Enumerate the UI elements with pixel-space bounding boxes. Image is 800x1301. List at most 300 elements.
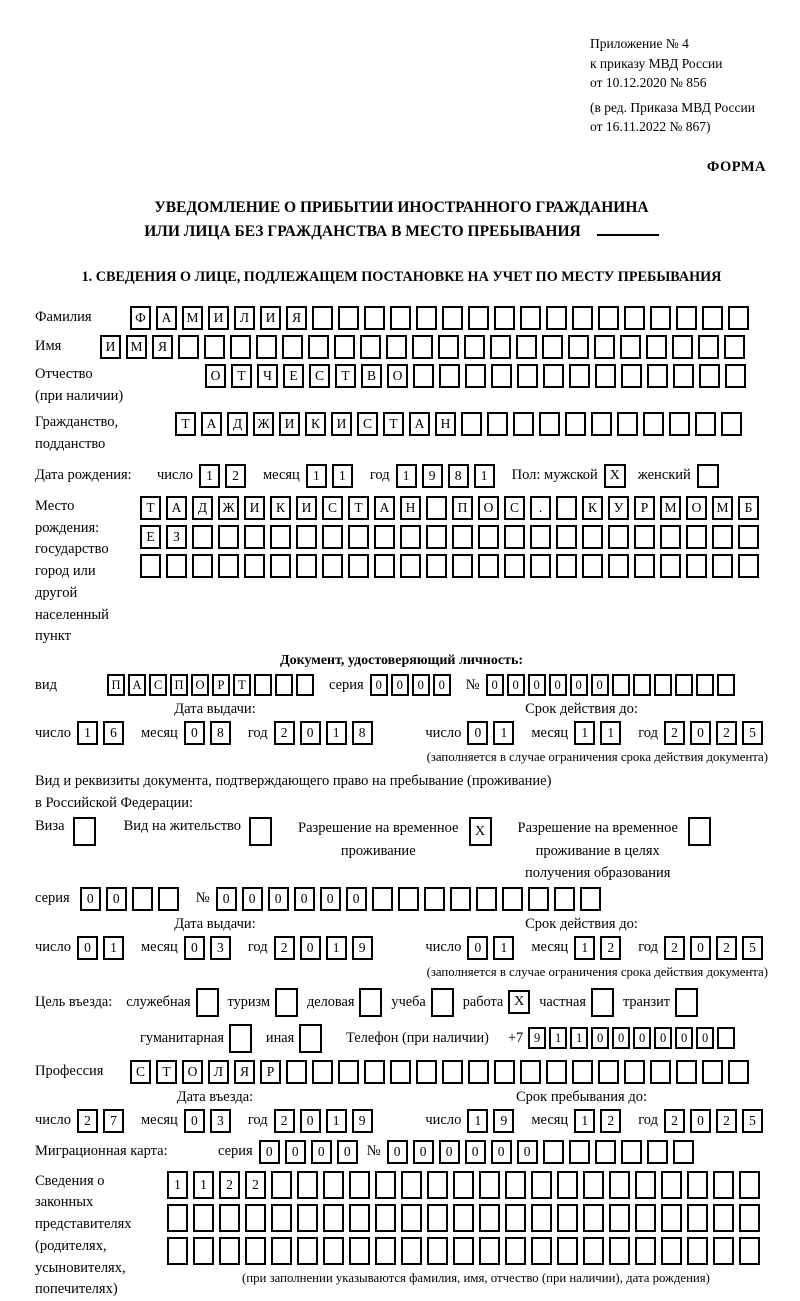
representatives-boxes-row3[interactable]	[167, 1237, 765, 1265]
char-box[interactable]: 5	[742, 1109, 763, 1133]
char-box[interactable]: Д	[192, 496, 213, 520]
char-box[interactable]	[647, 364, 668, 388]
char-box[interactable]	[338, 306, 359, 330]
char-box[interactable]: О	[478, 496, 499, 520]
char-box[interactable]	[286, 1060, 307, 1084]
char-box[interactable]: А	[156, 306, 177, 330]
char-box[interactable]	[132, 887, 153, 911]
char-box[interactable]: 0	[300, 721, 321, 745]
char-box[interactable]	[490, 335, 511, 359]
char-box[interactable]	[528, 887, 549, 911]
char-box[interactable]	[297, 1237, 318, 1265]
char-box[interactable]	[569, 364, 590, 388]
char-box[interactable]: 0	[184, 1109, 205, 1133]
char-box[interactable]: В	[361, 364, 382, 388]
char-box[interactable]	[416, 1060, 437, 1084]
char-box[interactable]	[494, 306, 515, 330]
char-box[interactable]	[702, 306, 723, 330]
doc-kind-boxes[interactable]	[107, 674, 317, 696]
char-box[interactable]	[724, 335, 745, 359]
char-box[interactable]: 1	[600, 721, 621, 745]
char-box[interactable]: К	[582, 496, 603, 520]
char-box[interactable]	[650, 306, 671, 330]
char-box[interactable]: 1	[77, 721, 98, 745]
sex-female-checkbox[interactable]	[697, 464, 719, 488]
char-box[interactable]	[739, 1237, 760, 1265]
char-box[interactable]	[617, 412, 638, 436]
char-box[interactable]: И	[260, 306, 281, 330]
char-box[interactable]: 2	[600, 1109, 621, 1133]
char-box[interactable]	[531, 1204, 552, 1232]
char-box[interactable]: З	[166, 525, 187, 549]
char-box[interactable]	[401, 1204, 422, 1232]
char-box[interactable]	[360, 335, 381, 359]
char-box[interactable]: П	[107, 674, 125, 696]
char-box[interactable]	[721, 412, 742, 436]
char-box[interactable]: А	[128, 674, 146, 696]
char-box[interactable]: 1	[193, 1171, 214, 1199]
char-box[interactable]: Н	[435, 412, 456, 436]
char-box[interactable]: 0	[433, 674, 451, 696]
char-box[interactable]: 0	[467, 721, 488, 745]
expiry-month-boxes[interactable]	[574, 936, 626, 960]
char-box[interactable]: А	[374, 496, 395, 520]
char-box[interactable]	[275, 674, 293, 696]
char-box[interactable]	[643, 412, 664, 436]
char-box[interactable]: 0	[80, 887, 101, 911]
char-box[interactable]	[738, 554, 759, 578]
purpose-private-checkbox[interactable]	[591, 988, 614, 1017]
char-box[interactable]: Т	[348, 496, 369, 520]
char-box[interactable]	[439, 364, 460, 388]
char-box[interactable]	[543, 364, 564, 388]
char-box[interactable]	[557, 1237, 578, 1265]
char-box[interactable]	[569, 1140, 590, 1164]
char-box[interactable]: 0	[77, 936, 98, 960]
char-box[interactable]	[546, 306, 567, 330]
char-box[interactable]: 0	[242, 887, 263, 911]
char-box[interactable]	[308, 335, 329, 359]
char-box[interactable]: И	[244, 496, 265, 520]
char-box[interactable]: С	[130, 1060, 151, 1084]
char-box[interactable]: 2	[245, 1171, 266, 1199]
char-box[interactable]: Ж	[218, 496, 239, 520]
char-box[interactable]: А	[166, 496, 187, 520]
char-box[interactable]	[256, 335, 277, 359]
birth-month-boxes[interactable]	[306, 464, 358, 488]
char-box[interactable]: 1	[326, 721, 347, 745]
char-box[interactable]: К	[270, 496, 291, 520]
char-box[interactable]: 0	[387, 1140, 408, 1164]
char-box[interactable]: 0	[106, 887, 127, 911]
expiry-day-boxes[interactable]	[467, 936, 519, 960]
char-box[interactable]: С	[322, 496, 343, 520]
char-box[interactable]: И	[208, 306, 229, 330]
char-box[interactable]: 0	[570, 674, 588, 696]
char-box[interactable]: 1	[493, 721, 514, 745]
char-box[interactable]: 0	[391, 674, 409, 696]
char-box[interactable]	[322, 525, 343, 549]
char-box[interactable]	[390, 1060, 411, 1084]
char-box[interactable]	[713, 1171, 734, 1199]
issue-day-boxes[interactable]	[77, 721, 129, 745]
char-box[interactable]	[270, 525, 291, 549]
char-box[interactable]: 1	[474, 464, 495, 488]
char-box[interactable]: 9	[422, 464, 443, 488]
char-box[interactable]	[595, 364, 616, 388]
char-box[interactable]	[412, 335, 433, 359]
char-box[interactable]	[468, 1060, 489, 1084]
char-box[interactable]	[609, 1237, 630, 1265]
char-box[interactable]: 0	[517, 1140, 538, 1164]
char-box[interactable]: 1	[467, 1109, 488, 1133]
char-box[interactable]: 2	[600, 936, 621, 960]
citizenship-boxes[interactable]	[175, 412, 747, 436]
char-box[interactable]	[476, 887, 497, 911]
char-box[interactable]: 0	[696, 1027, 714, 1049]
char-box[interactable]	[167, 1204, 188, 1232]
char-box[interactable]: М	[660, 496, 681, 520]
char-box[interactable]: 0	[549, 674, 567, 696]
char-box[interactable]	[296, 525, 317, 549]
char-box[interactable]: К	[305, 412, 326, 436]
char-box[interactable]	[374, 525, 395, 549]
char-box[interactable]	[193, 1237, 214, 1265]
char-box[interactable]	[620, 335, 641, 359]
char-box[interactable]: А	[201, 412, 222, 436]
char-box[interactable]	[453, 1237, 474, 1265]
char-box[interactable]: 0	[259, 1140, 280, 1164]
char-box[interactable]: 3	[210, 1109, 231, 1133]
char-box[interactable]	[400, 554, 421, 578]
char-box[interactable]	[479, 1237, 500, 1265]
birth-year-boxes[interactable]	[396, 464, 500, 488]
char-box[interactable]	[398, 887, 419, 911]
char-box[interactable]	[364, 306, 385, 330]
char-box[interactable]	[531, 1171, 552, 1199]
char-box[interactable]	[530, 525, 551, 549]
char-box[interactable]	[464, 335, 485, 359]
char-box[interactable]	[635, 1204, 656, 1232]
char-box[interactable]: 2	[225, 464, 246, 488]
char-box[interactable]	[712, 554, 733, 578]
char-box[interactable]	[427, 1171, 448, 1199]
char-box[interactable]	[582, 525, 603, 549]
char-box[interactable]: 0	[268, 887, 289, 911]
char-box[interactable]	[520, 1060, 541, 1084]
char-box[interactable]: 1	[570, 1027, 588, 1049]
char-box[interactable]	[271, 1171, 292, 1199]
char-box[interactable]	[349, 1237, 370, 1265]
char-box[interactable]: 8	[448, 464, 469, 488]
char-box[interactable]: 0	[690, 936, 711, 960]
migration-number-boxes[interactable]	[387, 1140, 699, 1164]
char-box[interactable]: Ф	[130, 306, 151, 330]
char-box[interactable]: Л	[208, 1060, 229, 1084]
expiry-year-boxes[interactable]	[664, 721, 768, 745]
char-box[interactable]: 0	[465, 1140, 486, 1164]
char-box[interactable]: 0	[690, 721, 711, 745]
char-box[interactable]: 1	[493, 936, 514, 960]
char-box[interactable]	[491, 364, 512, 388]
char-box[interactable]	[568, 335, 589, 359]
char-box[interactable]: Т	[335, 364, 356, 388]
char-box[interactable]: 0	[507, 674, 525, 696]
char-box[interactable]: 9	[493, 1109, 514, 1133]
char-box[interactable]: И	[331, 412, 352, 436]
entry-year-boxes[interactable]	[274, 1109, 378, 1133]
char-box[interactable]	[348, 554, 369, 578]
char-box[interactable]	[426, 554, 447, 578]
char-box[interactable]	[323, 1237, 344, 1265]
char-box[interactable]	[193, 1204, 214, 1232]
char-box[interactable]	[401, 1171, 422, 1199]
char-box[interactable]	[728, 306, 749, 330]
issue-month-boxes[interactable]	[184, 721, 236, 745]
visa-checkbox[interactable]	[73, 817, 96, 846]
char-box[interactable]	[557, 1204, 578, 1232]
stay-year-boxes[interactable]	[664, 1109, 768, 1133]
char-box[interactable]: О	[686, 496, 707, 520]
char-box[interactable]	[542, 335, 563, 359]
migration-series-boxes[interactable]	[259, 1140, 363, 1164]
char-box[interactable]	[624, 1060, 645, 1084]
char-box[interactable]	[687, 1237, 708, 1265]
char-box[interactable]	[543, 1140, 564, 1164]
char-box[interactable]	[546, 1060, 567, 1084]
char-box[interactable]: 1	[549, 1027, 567, 1049]
char-box[interactable]: 0	[612, 1027, 630, 1049]
char-box[interactable]: 2	[274, 721, 295, 745]
char-box[interactable]	[717, 1027, 735, 1049]
char-box[interactable]: С	[504, 496, 525, 520]
char-box[interactable]: 0	[346, 887, 367, 911]
expiry-year-boxes[interactable]	[664, 936, 768, 960]
char-box[interactable]: 9	[352, 936, 373, 960]
char-box[interactable]: 2	[664, 1109, 685, 1133]
char-box[interactable]: А	[409, 412, 430, 436]
char-box[interactable]	[390, 306, 411, 330]
char-box[interactable]: 5	[742, 721, 763, 745]
char-box[interactable]	[686, 554, 707, 578]
char-box[interactable]: Т	[231, 364, 252, 388]
char-box[interactable]: Т	[175, 412, 196, 436]
char-box[interactable]: 0	[285, 1140, 306, 1164]
char-box[interactable]: 5	[742, 936, 763, 960]
char-box[interactable]: Д	[227, 412, 248, 436]
char-box[interactable]	[349, 1204, 370, 1232]
char-box[interactable]	[401, 1237, 422, 1265]
char-box[interactable]	[453, 1204, 474, 1232]
char-box[interactable]: 9	[352, 1109, 373, 1133]
char-box[interactable]	[270, 554, 291, 578]
char-box[interactable]	[572, 306, 593, 330]
char-box[interactable]	[717, 674, 735, 696]
char-box[interactable]	[271, 1237, 292, 1265]
char-box[interactable]: Н	[400, 496, 421, 520]
char-box[interactable]: 0	[184, 721, 205, 745]
char-box[interactable]	[487, 412, 508, 436]
char-box[interactable]: Я	[152, 335, 173, 359]
char-box[interactable]: 1	[574, 721, 595, 745]
representatives-boxes-row1[interactable]	[167, 1171, 765, 1199]
char-box[interactable]	[312, 1060, 333, 1084]
char-box[interactable]: С	[309, 364, 330, 388]
birth-day-boxes[interactable]	[199, 464, 251, 488]
char-box[interactable]	[654, 674, 672, 696]
char-box[interactable]	[595, 1140, 616, 1164]
char-box[interactable]	[713, 1204, 734, 1232]
char-box[interactable]	[583, 1237, 604, 1265]
char-box[interactable]	[219, 1237, 240, 1265]
char-box[interactable]: 0	[690, 1109, 711, 1133]
char-box[interactable]	[646, 335, 667, 359]
char-box[interactable]: 9	[528, 1027, 546, 1049]
char-box[interactable]: И	[279, 412, 300, 436]
char-box[interactable]	[452, 525, 473, 549]
stay-day-boxes[interactable]	[467, 1109, 519, 1133]
issue-year-boxes[interactable]	[274, 721, 378, 745]
char-box[interactable]: 1	[574, 1109, 595, 1133]
char-box[interactable]: 2	[716, 721, 737, 745]
char-box[interactable]	[660, 525, 681, 549]
char-box[interactable]: Ж	[253, 412, 274, 436]
char-box[interactable]: 0	[184, 936, 205, 960]
char-box[interactable]	[633, 674, 651, 696]
char-box[interactable]	[673, 1140, 694, 1164]
char-box[interactable]: 7	[103, 1109, 124, 1133]
char-box[interactable]	[338, 1060, 359, 1084]
char-box[interactable]	[582, 554, 603, 578]
char-box[interactable]	[624, 306, 645, 330]
char-box[interactable]: 0	[675, 1027, 693, 1049]
char-box[interactable]: 0	[412, 674, 430, 696]
char-box[interactable]	[580, 887, 601, 911]
char-box[interactable]	[442, 306, 463, 330]
char-box[interactable]: 0	[300, 936, 321, 960]
char-box[interactable]	[465, 364, 486, 388]
char-box[interactable]	[453, 1171, 474, 1199]
char-box[interactable]	[676, 1060, 697, 1084]
char-box[interactable]: 1	[167, 1171, 188, 1199]
char-box[interactable]	[504, 554, 525, 578]
char-box[interactable]	[517, 364, 538, 388]
char-box[interactable]	[158, 887, 179, 911]
char-box[interactable]	[282, 335, 303, 359]
char-box[interactable]	[386, 335, 407, 359]
char-box[interactable]	[364, 1060, 385, 1084]
char-box[interactable]: 0	[591, 674, 609, 696]
profession-boxes[interactable]	[130, 1060, 754, 1084]
char-box[interactable]: Е	[283, 364, 304, 388]
char-box[interactable]	[696, 674, 714, 696]
char-box[interactable]	[478, 525, 499, 549]
char-box[interactable]	[218, 525, 239, 549]
char-box[interactable]	[687, 1204, 708, 1232]
char-box[interactable]: 0	[370, 674, 388, 696]
char-box[interactable]	[686, 525, 707, 549]
char-box[interactable]: И	[100, 335, 121, 359]
char-box[interactable]: 0	[216, 887, 237, 911]
char-box[interactable]: 1	[326, 1109, 347, 1133]
char-box[interactable]	[702, 1060, 723, 1084]
residence-permit-checkbox[interactable]	[249, 817, 272, 846]
char-box[interactable]	[608, 525, 629, 549]
purpose-work-checkbox[interactable]: X	[508, 990, 530, 1014]
char-box[interactable]	[375, 1237, 396, 1265]
char-box[interactable]	[647, 1140, 668, 1164]
char-box[interactable]	[612, 674, 630, 696]
char-box[interactable]	[594, 335, 615, 359]
char-box[interactable]	[556, 525, 577, 549]
purpose-humanitarian-checkbox[interactable]	[229, 1024, 252, 1053]
char-box[interactable]	[687, 1171, 708, 1199]
char-box[interactable]: Я	[286, 306, 307, 330]
char-box[interactable]	[192, 525, 213, 549]
char-box[interactable]: 2	[664, 721, 685, 745]
char-box[interactable]: 0	[654, 1027, 672, 1049]
char-box[interactable]: 0	[294, 887, 315, 911]
char-box[interactable]	[634, 525, 655, 549]
char-box[interactable]	[699, 364, 720, 388]
char-box[interactable]: 1	[332, 464, 353, 488]
char-box[interactable]	[167, 1237, 188, 1265]
char-box[interactable]	[520, 306, 541, 330]
stay-month-boxes[interactable]	[574, 1109, 626, 1133]
char-box[interactable]	[140, 554, 161, 578]
char-box[interactable]	[556, 496, 577, 520]
char-box[interactable]: 0	[439, 1140, 460, 1164]
char-box[interactable]	[505, 1237, 526, 1265]
char-box[interactable]: Я	[234, 1060, 255, 1084]
char-box[interactable]: 0	[633, 1027, 651, 1049]
char-box[interactable]: Т	[156, 1060, 177, 1084]
char-box[interactable]: Р	[260, 1060, 281, 1084]
char-box[interactable]	[635, 1171, 656, 1199]
char-box[interactable]: Т	[140, 496, 161, 520]
char-box[interactable]	[712, 525, 733, 549]
char-box[interactable]	[739, 1204, 760, 1232]
char-box[interactable]	[426, 525, 447, 549]
char-box[interactable]	[468, 306, 489, 330]
char-box[interactable]: 2	[716, 936, 737, 960]
char-box[interactable]	[598, 1060, 619, 1084]
char-box[interactable]	[695, 412, 716, 436]
char-box[interactable]: 0	[320, 887, 341, 911]
char-box[interactable]	[635, 1237, 656, 1265]
char-box[interactable]: 1	[326, 936, 347, 960]
entry-day-boxes[interactable]	[77, 1109, 129, 1133]
char-box[interactable]	[621, 1140, 642, 1164]
surname-boxes[interactable]	[130, 306, 754, 330]
char-box[interactable]	[661, 1171, 682, 1199]
birth-place-boxes-row2[interactable]	[140, 525, 764, 549]
char-box[interactable]	[442, 1060, 463, 1084]
char-box[interactable]	[513, 412, 534, 436]
residence-series-boxes[interactable]	[80, 887, 184, 911]
char-box[interactable]: 1	[574, 936, 595, 960]
char-box[interactable]	[557, 1171, 578, 1199]
char-box[interactable]	[296, 674, 314, 696]
char-box[interactable]	[728, 1060, 749, 1084]
char-box[interactable]	[505, 1204, 526, 1232]
purpose-study-checkbox[interactable]	[431, 988, 454, 1017]
char-box[interactable]	[738, 525, 759, 549]
sex-male-checkbox[interactable]: X	[604, 464, 626, 488]
char-box[interactable]: 0	[591, 1027, 609, 1049]
char-box[interactable]	[297, 1171, 318, 1199]
char-box[interactable]	[660, 554, 681, 578]
